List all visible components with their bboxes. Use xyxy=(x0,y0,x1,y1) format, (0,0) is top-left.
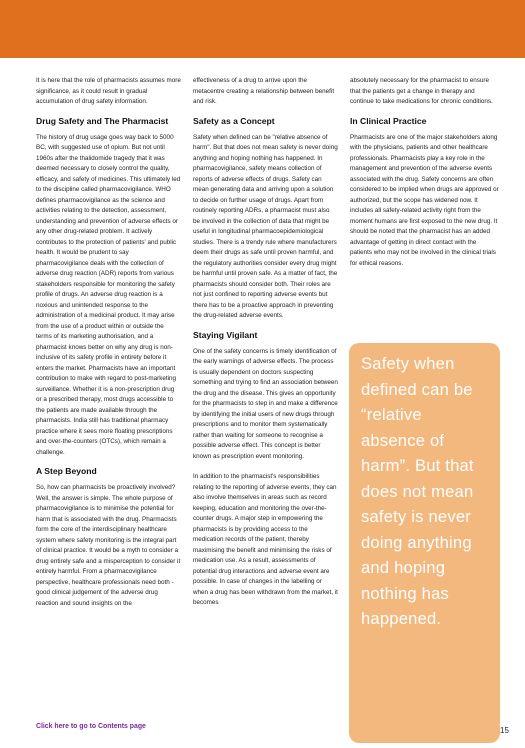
body-paragraph: Pharmacists are one of the major stakeholders along with the physicians, patients and other healthcare professionals. Pharmacists play a key role in the management and prevention of the adverse events associated with the drug. Safety concerns are often considered to be implied when drugs are approved or authorized, but the scope has widened now. It includes all safety-related activity right from the moment humans are first exposed to the new drug. It should be noted that the pharmacist has an added advantage of getting in direct contact with the patients who may not be involved in the clinical trials for ethical reasons. xyxy=(350,133,499,267)
section-heading: Staying Vigilant xyxy=(193,329,258,340)
intro-text: It is here that the role of pharmacists assumes more significance, as it could result in gradual accumulation of drug safety information. xyxy=(36,77,181,105)
contents-page-link[interactable]: Click here to go to Contents page xyxy=(36,723,146,730)
section-heading: Drug Safety and The Pharmacist xyxy=(36,115,169,126)
body-paragraph: One of the safety concerns is timely identification of the early warnings of adverse effects. The process is usually dependent on doctors suspecting something and trying to find an association between the drug and the disease. This gives an opportunity for the pharmacists to step in and make a difference by identifying the initial users of new drugs through prescriptions and to monitor them systematically rather than waiting for someone to recognise a possible adverse effect. This concept is better known as prescription event monitoring. xyxy=(193,347,338,460)
body-paragraph: In addition to the pharmacist's responsibilities relating to the reporting of adverse events, they can also involve themselves in areas such as record keeping, education and monitoring the over-the-counter drugs. A major step in empowering the pharmacists is by providing access to the medication records of the patient, thereby maximising the benefit and minimising the risks of medication use. As a result, assessments of potential drug interactions and adverse event are possible. In case of changes in the labelling or when a drug has been withdrawn from the market, it becomes xyxy=(193,473,338,606)
header-bar xyxy=(0,0,525,58)
body-paragraph: The history of drug usage goes way back to 5000 BC, with suggested use of opium. But not until 1960s after the thalidomide tragedy that it was deemed necessary to closely control the quality, efficacy, and safety of medicines. This ultimately led to the discipline called pharmacovigilance. WHO defines pharmacovigilance as the science and activities relating to the detection, assessment, understanding and prevention of adverse effects or any other drug-related problem. It actively contributes to the protection of patients' and public health. It would be prudent to say pharmacovigilance deals with the collection of adverse drug reaction (ADR) reports from various stakeholders responsible for monitoring the safety profile of drugs. An adverse drug reaction is a noxious and unintended response to the administration of a medicinal product. It may arise from the use of a product within or outside the terms of its marketing authorisation, and a pharmacist knows better on why any drug is non-inclusive of its safety profile in entirety before it enters the market. Pharmacists have an important contribution to make with regard to post-marketing surveillance. Whether it is a non-prescription drug or a prescribed therapy, most drugs accessible to the patients are made available through the pharmacists. India still has traditional pharmacy practice where it sees more floating prescriptions and over-the-counters (OTCs), which remain a challenge. xyxy=(36,133,181,456)
section-heading: A Step Beyond xyxy=(36,466,97,476)
body-paragraph: Safety when defined can be "relative absence of harm". But that does not mean safety is never doing anything and hoping nothing has happened. In pharmacovigilance, safety means collection of reports of adverse effects of drugs. Safety can mean generating data and arriving upon a solution to decide on further usage of drugs. Apart from routinely reporting ADRs, a pharmacist must also be involved in the collection of data that might be useful in longitudinal pharmacoepidemiological studies. There is a trendy rule where manufacturers deem their drugs as safe until proven harmful, and the regulatory authorities consider every drug might be harmful until proven safe. As a matter of fact, the pharmacists should consider both. Their roles are not just confined to reporting adverse events but there has to be a proactive approach in preventing the drug-related adverse events. xyxy=(193,133,338,319)
body-paragraph: So, how can pharmacists be proactively involved? Well, the answer is simple. The whole purpose of pharmacovigilance is to minimise the potential for harm that is associated with the drug. Pharmacists form the core of the interdisciplinary healthcare system where safety monitoring is the integral part of clinical practice. It would be a myth to consider a drug entirely safe and a misperception to consider it entirely harmful. From a pharmacovigilance perspective, healthcare professionals need both - good clinical judgement of the adverse drug reaction and sound insights on the xyxy=(36,484,181,607)
page-number: 15 xyxy=(500,726,509,735)
column-2 xyxy=(193,76,338,609)
intro-text: effectiveness of a drug to arrive upon the metacentre creating a relationship between benefit and risk. xyxy=(193,77,335,105)
intro-text: absolutely necessary for the pharmacist to ensure that the patients get a change in therapy and continue to take medications for chronic conditions. xyxy=(350,77,493,105)
column-1 xyxy=(36,76,181,609)
pull-quote-text: Safety when defined can be “relative absence of harm”. But that does not mean safety is never doing anything and hoping nothing has happened. xyxy=(361,354,474,628)
section-heading: In Clinical Practice xyxy=(350,115,427,126)
pull-quote-box xyxy=(349,343,500,743)
column-3 xyxy=(350,76,500,269)
section-heading: Safety as a Concept xyxy=(193,115,275,126)
